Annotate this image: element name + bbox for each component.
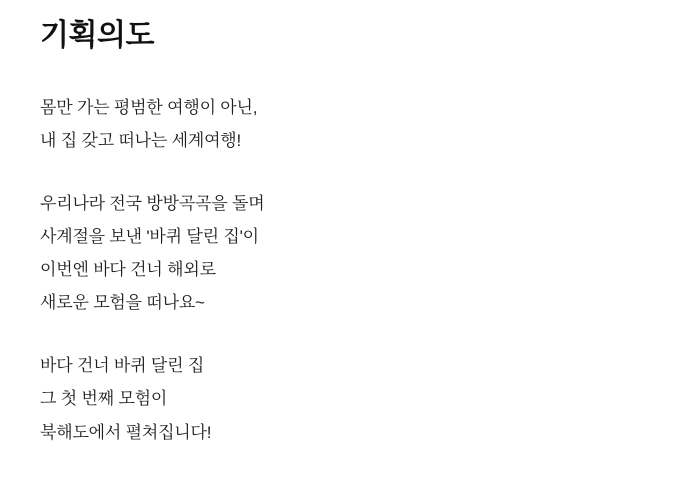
paragraph-line: 몸만 가는 평범한 여행이 아닌, [40, 97, 258, 117]
paragraph-line: 새로운 모험을 떠나요~ [40, 293, 205, 313]
page-title: 기획의도 [40, 19, 154, 52]
paragraph-line: 사계절을 보낸 '바퀴 달린 집'이 [40, 226, 259, 246]
paragraph-line: 내 집 갖고 떠나는 세계여행! [40, 130, 242, 150]
paragraph-line: 북해도에서 펼쳐집니다! [40, 422, 212, 442]
paragraph-line: 바다 건너 바퀴 달린 집 [40, 356, 205, 376]
paragraph-line: 우리나라 전국 방방곡곡을 돌며 [40, 193, 265, 213]
paragraph-1 [40, 91, 660, 157]
paragraph-line: 그 첫 번째 모험이 [40, 389, 168, 409]
paragraph-line: 이번엔 바다 건너 해외로 [40, 260, 216, 280]
paragraph-2 [40, 187, 660, 320]
paragraph-3 [40, 349, 660, 448]
